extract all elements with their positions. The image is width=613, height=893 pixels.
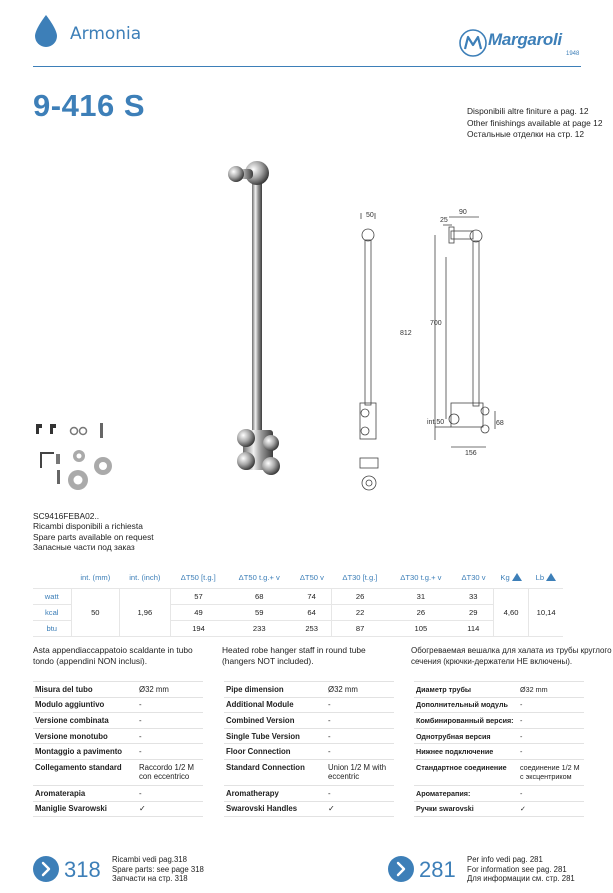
table-row (224, 697, 394, 713)
feature-value (518, 759, 584, 785)
table-row (414, 713, 584, 729)
cell: 31 (388, 588, 454, 604)
chevron-right-icon (388, 856, 414, 882)
description-en (222, 645, 366, 667)
col-dt50-v: ΔT50 v (292, 568, 332, 588)
feature-value: - (137, 713, 203, 729)
table-row (33, 697, 203, 713)
feature-value: ✓ (518, 801, 584, 817)
spec-table (33, 568, 563, 637)
feature-value: - (518, 697, 584, 713)
feature-value: ✓ (326, 801, 394, 817)
spare-parts-line-it: Ricambi disponibili a richiesta (33, 521, 143, 532)
feature-value: - (518, 713, 584, 729)
feature-key: Swarovski Handles (224, 801, 326, 817)
description-line: Heated robe hanger staff in round tube (222, 645, 366, 655)
cell: 22 (332, 604, 388, 620)
spare-parts-code: SC9416FEBA02.. (33, 511, 100, 521)
right-footer-note (467, 855, 575, 884)
feature-value: - (326, 728, 394, 744)
feature-value: Ø32 mm (137, 682, 203, 698)
cell: 26 (332, 588, 388, 604)
cell: 194 (170, 620, 226, 636)
water-drop-icon (33, 14, 59, 48)
description-line: сечения (крючки-держатели НЕ включены). (411, 657, 573, 666)
spec-header-row (33, 568, 563, 588)
feature-value: Ø32 mm (518, 682, 584, 698)
feature-key: Нижнее подключение (414, 744, 518, 760)
feature-key: Ручки swarovski (414, 801, 518, 817)
table-row (33, 744, 203, 760)
feature-value (137, 759, 203, 785)
feature-key: Aromatherapy (224, 785, 326, 801)
feature-key: Комбинированный версия: (414, 713, 518, 729)
feature-key: Floor Connection (224, 744, 326, 760)
cell: 114 (454, 620, 494, 636)
table-row (33, 801, 203, 817)
table-row (224, 713, 394, 729)
feature-key: Additional Module (224, 697, 326, 713)
table-row (224, 785, 394, 801)
dim-50: 50 (366, 212, 374, 219)
feature-value: - (326, 785, 394, 801)
feature-value: ✓ (137, 801, 203, 817)
finishes-line-en: Other finishings available at page 12 (467, 117, 603, 128)
feature-key: Однотрубная версия (414, 728, 518, 744)
feature-value: - (518, 785, 584, 801)
logo-year: 1948 (566, 51, 580, 57)
table-row (224, 801, 394, 817)
col-dt50-tgv: ΔT50 t.g.+ v (226, 568, 292, 588)
feature-value: - (326, 744, 394, 760)
col-dt30-v: ΔT30 v (454, 568, 494, 588)
feature-key: Дополнительный модуль (414, 697, 518, 713)
spare-parts-photo (30, 418, 125, 500)
row-label-btu: btu (33, 620, 71, 636)
feature-key: Collegamento standard (33, 759, 137, 785)
feature-key: Standard Connection (224, 759, 326, 785)
table-row (33, 682, 203, 698)
footer-note-line: Per info vedi pag. 281 (467, 855, 543, 864)
weight-triangle-icon (546, 573, 556, 581)
weight-triangle-icon (512, 573, 522, 581)
feature-key: Ароматерапия: (414, 785, 518, 801)
col-dt30-tgv: ΔT30 t.g.+ v (388, 568, 454, 588)
cell: 253 (292, 620, 332, 636)
description-line: Обогреваемая вешалка для халата из трубы круглого (411, 646, 612, 655)
feature-value: - (326, 697, 394, 713)
feature-value: - (326, 713, 394, 729)
features-table-en (224, 681, 394, 817)
table-row (224, 682, 394, 698)
header-rule (33, 66, 581, 67)
dim-68: 68 (496, 420, 504, 427)
product-photo (225, 155, 295, 495)
cell: 26 (388, 604, 454, 620)
model-code: 9-416 S (33, 88, 146, 123)
col-int-mm: int. (mm) (71, 568, 120, 588)
table-row (414, 744, 584, 760)
table-row (33, 728, 203, 744)
footer-note-line: Для информации см. стр. 281 (467, 874, 575, 884)
table-row (414, 801, 584, 817)
table-row (33, 713, 203, 729)
feature-value-line: Raccordo 1/2 M (139, 763, 195, 773)
table-row (224, 728, 394, 744)
cell: 87 (332, 620, 388, 636)
feature-key: Montaggio a pavimento (33, 744, 137, 760)
feature-key: Single Tube Version (224, 728, 326, 744)
description-line: Asta appendiaccappatoio scaldante in tubo (33, 645, 193, 655)
feature-key: Pipe dimension (224, 682, 326, 698)
feature-value-line: Union 1/2 M with (328, 763, 387, 773)
dim-812: 812 (400, 330, 412, 337)
table-row (224, 759, 394, 785)
dim-156: 156 (465, 450, 477, 457)
dim-25: 25 (440, 217, 448, 224)
dim-700: 700 (430, 320, 442, 327)
table-row (414, 682, 584, 698)
spare-parts-line-en: Spare parts available on request (33, 531, 154, 542)
cell: 64 (292, 604, 332, 620)
feature-key: Диаметр трубы (414, 682, 518, 698)
cell-kg: 4,60 (493, 588, 528, 636)
feature-key: Стандартное соединение (414, 759, 518, 785)
footer-note-line: For information see pag. 281 (467, 864, 567, 874)
finishes-note (467, 106, 603, 141)
col-dt30-tg: ΔT30 [t.g.] (332, 568, 388, 588)
feature-value: - (137, 697, 203, 713)
left-footer-note (112, 855, 204, 884)
table-row (33, 785, 203, 801)
col-kg: Kg (500, 573, 510, 583)
feature-value-line: соединение 1/2 M (520, 763, 580, 773)
feature-value: - (518, 728, 584, 744)
left-page-number[interactable]: 318 (64, 857, 101, 882)
cell: 29 (454, 604, 494, 620)
row-label-kcal: kcal (33, 604, 71, 620)
description-ru (411, 645, 612, 667)
chevron-right-icon (33, 856, 59, 882)
col-int-inch: int. (inch) (120, 568, 171, 588)
table-row (33, 759, 203, 785)
table-row (414, 697, 584, 713)
spare-parts-link-button[interactable] (33, 856, 59, 882)
feature-value: - (137, 728, 203, 744)
cell-int-inch: 1,96 (120, 588, 171, 636)
spare-parts-note (33, 511, 154, 553)
right-page-number[interactable]: 281 (419, 857, 456, 882)
footer-note-line: Запчасти на стр. 318 (112, 874, 188, 884)
feature-key: Misura del tubo (33, 682, 137, 698)
cell: 33 (454, 588, 494, 604)
feature-key: Combined Version (224, 713, 326, 729)
footer-note-line: Ricambi vedi pag.318 (112, 855, 187, 864)
feature-key: Versione monotubo (33, 728, 137, 744)
description-line: (hangers NOT included). (222, 656, 314, 666)
cell: 74 (292, 588, 332, 604)
feature-value: - (137, 785, 203, 801)
cell-lb: 10,14 (529, 588, 563, 636)
cell: 57 (170, 588, 226, 604)
col-dt50-tg: ΔT50 [t.g.] (170, 568, 226, 588)
dim-int50: int.50 (427, 419, 445, 426)
feature-key: Versione combinata (33, 713, 137, 729)
description-line: tondo (appendini NON inclusi). (33, 656, 148, 666)
table-row (414, 759, 584, 785)
cell: 49 (170, 604, 226, 620)
technical-drawing (345, 205, 525, 505)
spare-parts-line-ru: Запасные части под заказ (33, 542, 135, 553)
dim-90: 90 (459, 209, 467, 216)
table-row (414, 785, 584, 801)
feature-value (326, 759, 394, 785)
col-lb: Lb (535, 573, 545, 583)
cell-int-mm: 50 (71, 588, 120, 636)
cell: 105 (388, 620, 454, 636)
info-link-button[interactable] (388, 856, 414, 882)
feature-value: Ø32 mm (326, 682, 394, 698)
finishes-line-ru: Остальные отделки на стр. 12 (467, 129, 585, 139)
feature-value-line: с эксцентриком (520, 772, 572, 782)
cell: 59 (226, 604, 292, 620)
feature-value-line: con eccentrico (139, 772, 190, 782)
row-label-watt: watt (33, 588, 71, 604)
table-row (414, 728, 584, 744)
features-table-it (33, 681, 203, 817)
cell: 233 (226, 620, 292, 636)
finishes-line-it: Disponibili altre finiture a pag. 12 (467, 106, 589, 116)
table-row (224, 744, 394, 760)
footer-note-line: Spare parts: see page 318 (112, 864, 204, 874)
logo-wordmark: Margaroli (488, 30, 562, 49)
feature-key: Modulo aggiuntivo (33, 697, 137, 713)
feature-value: - (518, 744, 584, 760)
collection-name: Armonia (70, 24, 142, 44)
features-table-ru (414, 681, 584, 817)
feature-key: Aromaterapia (33, 785, 137, 801)
cell: 68 (226, 588, 292, 604)
description-it (33, 645, 193, 667)
feature-key: Maniglie Svarowski (33, 801, 137, 817)
feature-value-line: eccentric (328, 772, 360, 782)
feature-value: - (137, 744, 203, 760)
table-row (33, 588, 563, 604)
